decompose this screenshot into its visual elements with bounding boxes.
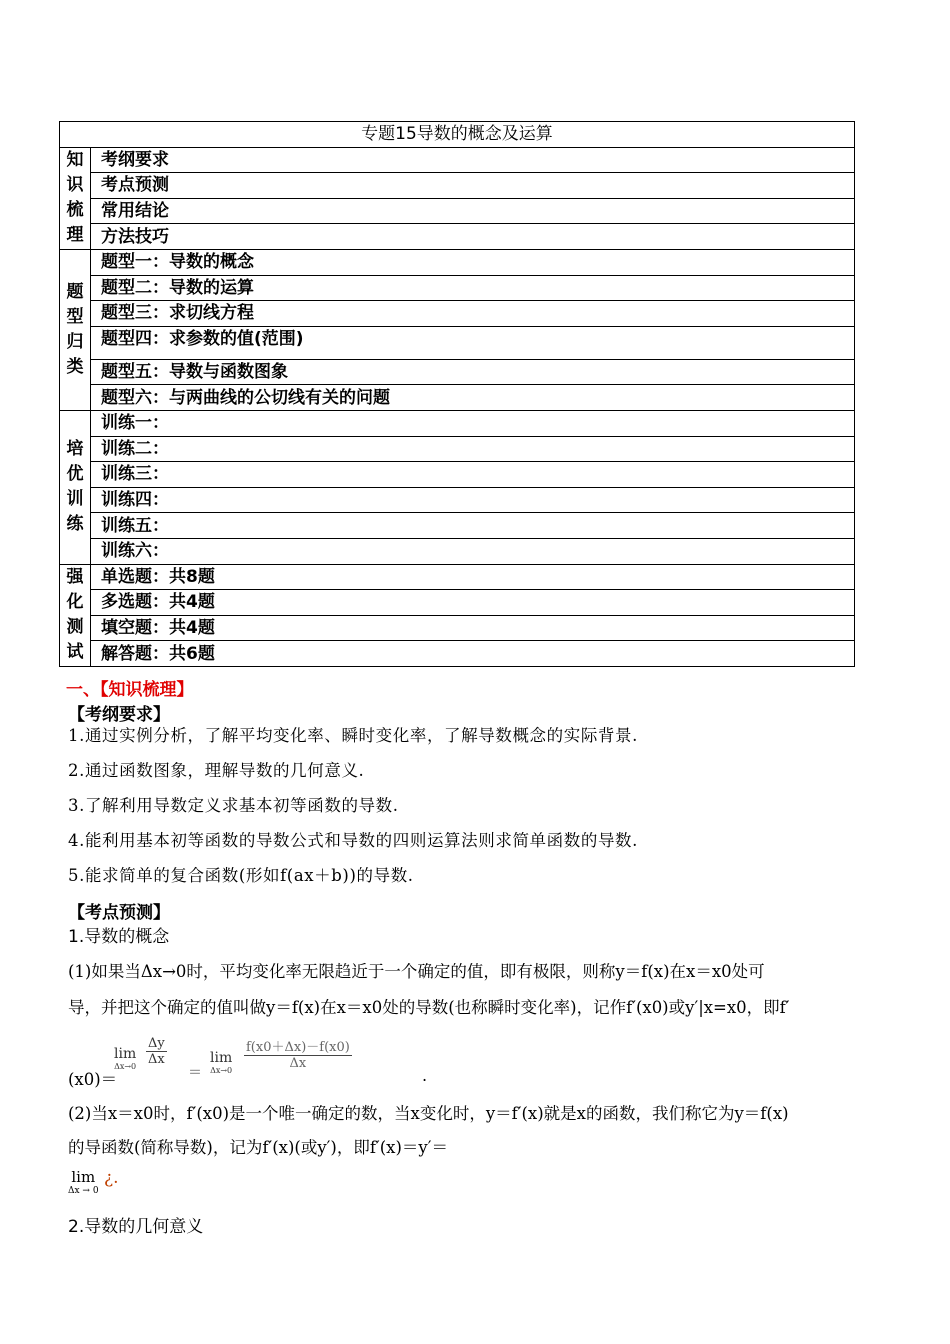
paragraph-1-line-2: 导，并把这个确定的值叫做y＝f(x)在x＝x0处的导数(也称瞬时变化率)，记作f′(x0)或y′|x=x0，即f′ — [68, 998, 790, 1017]
fraction-definition: $\frac{f(x0+\Delta x)-f(x0)}{\Delta x}$ — [244, 1036, 352, 1071]
category-question-types: 题 型 归 类 — [60, 249, 91, 410]
table-item[interactable]: 题型三：求切线方程 — [91, 301, 855, 327]
table-item[interactable]: 训练五： — [91, 513, 855, 539]
subsection-derivative-concept: 1.导数的概念 — [68, 927, 170, 947]
outline-line-2: 2.通过函数图象，理解导数的几何意义. — [68, 761, 365, 780]
table-item[interactable]: 训练二： — [91, 436, 855, 462]
table-item[interactable]: 题型二：导数的运算 — [91, 275, 855, 301]
limit-notation-3: lim Δx → 0 — [68, 1168, 99, 1196]
outline-line-5: 5.能求简单的复合函数(形如f(ax＋b))的导数. — [68, 866, 414, 885]
paragraph-2-line-2: 的导函数(简称导数)，记为f′(x)(或y′)，即f′(x)＝y′＝ — [68, 1138, 448, 1157]
contents-table — [59, 121, 855, 667]
forecast-heading: 【考点预测】 — [68, 903, 170, 923]
limit-notation-2: lim Δx→0 — [210, 1050, 233, 1075]
table-item[interactable]: 方法技巧 — [91, 224, 855, 250]
paragraph-2-line-1: (2)当x＝x0时，f′(x0)是一个唯一确定的数，当x变化时，y＝f′(x)就是x的函数，我们称它为y＝f(x) — [68, 1104, 789, 1123]
table-item[interactable]: 常用结论 — [91, 198, 855, 224]
paragraph-1-line-1: (1)如果当Δx→0时，平均变化率无限趋近于一个确定的值，即有极限，则称y＝f(x)在x＝x0处可 — [68, 962, 765, 981]
table-item[interactable]: 单选题：共8题 — [91, 564, 855, 590]
category-tests: 强 化 测 试 — [60, 564, 91, 666]
outline-line-3: 3.了解利用导数定义求基本初等函数的导数. — [68, 796, 399, 815]
category-knowledge: 知 识 梳 理 — [60, 147, 91, 249]
table-item[interactable]: 训练四： — [91, 487, 855, 513]
outline-line-4: 4.能利用基本初等函数的导数公式和导数的四则运算法则求简单函数的导数. — [68, 831, 638, 850]
table-item[interactable]: 训练一： — [91, 410, 855, 436]
table-item[interactable]: 填空题：共4题 — [91, 615, 855, 641]
table-item[interactable]: 训练六： — [91, 538, 855, 564]
table-item[interactable]: 题型六：与两曲线的公切线有关的问题 — [91, 385, 855, 411]
subsection-geometric-meaning: 2.导数的几何意义 — [68, 1217, 204, 1237]
paragraph-1-line-3: (x0)＝ — [68, 1070, 118, 1089]
table-item[interactable]: 考纲要求 — [91, 147, 855, 173]
table-title: 专题15导数的概念及运算 — [60, 122, 855, 148]
table-item[interactable]: 训练三： — [91, 462, 855, 488]
section-heading: 一、【知识梳理】 — [66, 680, 194, 700]
fraction-dy-dx: $\frac{\Delta y}{\Delta x}$ — [148, 1036, 165, 1067]
equals-sign: ＝ — [188, 1065, 202, 1081]
table-item[interactable]: 题型一：导数的概念 — [91, 249, 855, 275]
table-item[interactable]: 题型四：求参数的值(范围) — [91, 326, 855, 359]
formula-period: . — [422, 1066, 428, 1085]
limit-notation-1: lim Δx→0 — [114, 1046, 137, 1071]
table-item[interactable]: 题型五：导数与函数图象 — [91, 359, 855, 385]
formula-tail: ¿. — [104, 1168, 119, 1188]
category-training: 培 优 训 练 — [60, 410, 91, 564]
outline-heading: 【考纲要求】 — [68, 705, 170, 725]
outline-line-1: 1.通过实例分析，了解平均变化率、瞬时变化率，了解导数概念的实际背景. — [68, 726, 638, 745]
table-item[interactable]: 多选题：共4题 — [91, 590, 855, 616]
table-item[interactable]: 考点预测 — [91, 173, 855, 199]
table-item[interactable]: 解答题：共6题 — [91, 641, 855, 667]
